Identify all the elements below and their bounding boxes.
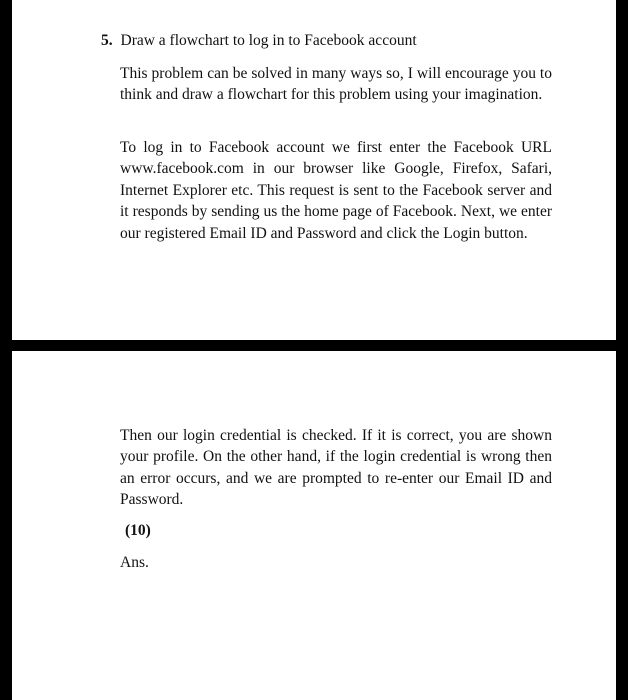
question-text: Draw a flowchart to log in to Facebook account (120, 32, 417, 49)
marks-label: (10) (125, 522, 151, 539)
paragraph-credential-check: Then our login credential is checked. If it is correct, you are shown your profile. On the other hand, if the login credential is wrong then an error occurs, and we are prompted to re-enter our Email ID and Password. (120, 427, 552, 509)
question-title (101, 31, 417, 51)
page-top (12, 0, 616, 340)
paragraph-intro: This problem can be solved in many ways so, I will encourage you to think and draw a flowchart for this problem using your imagination. (120, 65, 552, 104)
page-bottom (12, 351, 616, 700)
question-number: 5. (101, 32, 113, 49)
answer-label: Ans. (120, 554, 149, 571)
paragraph-login-steps: To log in to Facebook account we first enter the Facebook URL www.facebook.com in our browser like Google, Firefox, Safari, Internet Explorer etc. This request is sent to the Facebook server and it responds by sending us the home page of Facebook. Next, we enter our registered Email ID and Password and click the Login button. (120, 139, 552, 242)
